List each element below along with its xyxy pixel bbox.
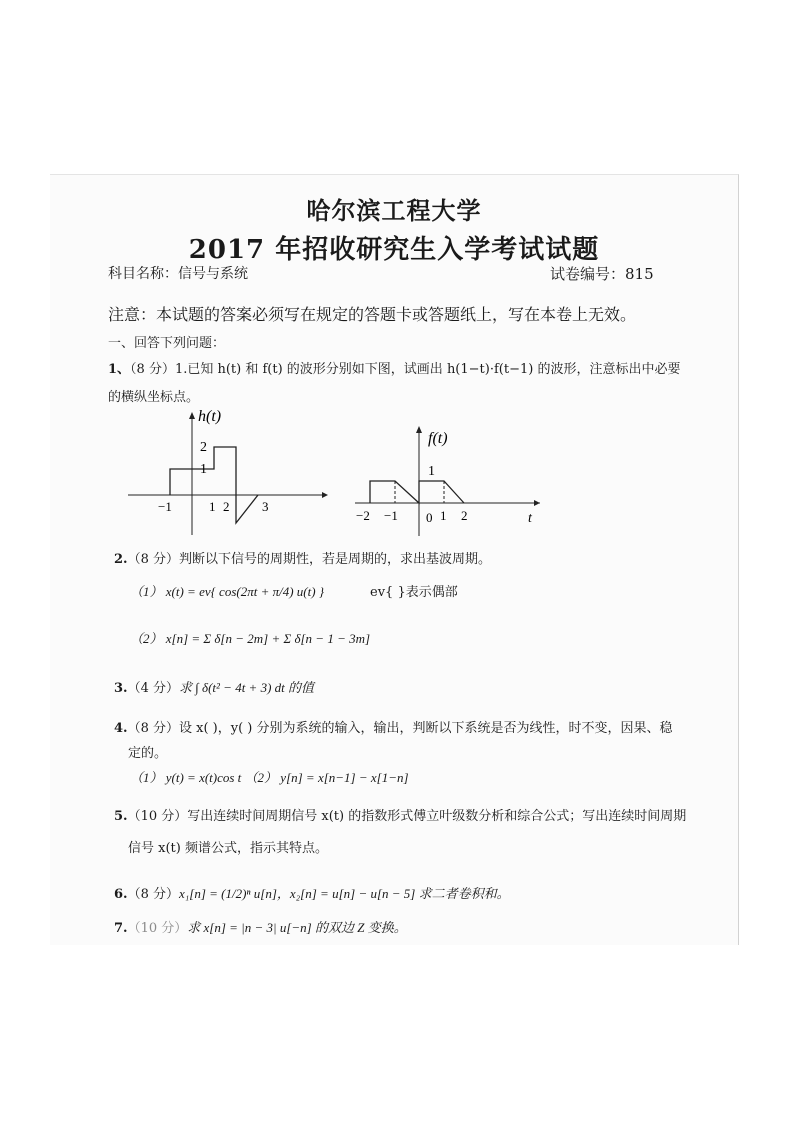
question-1-line1 [108, 358, 680, 377]
svg-text:1: 1 [440, 508, 447, 523]
q6-text: x₁[n] = (1/2)ⁿ u[n]，x₂[n] = u[n] − u[n − 5] 求二者卷积和。 [178, 886, 510, 901]
notice: 注意：本试题的答案必须写在规定的答题卡或答题纸上，写在本卷上无效。 [108, 305, 637, 324]
svg-text:1: 1 [209, 499, 216, 514]
q1-number: 1、 [108, 362, 131, 377]
svg-text:−1: −1 [158, 499, 172, 514]
q2-sub1-formula: （1） x(t) = ev{ cos(2πt + π/4) u(t) } [130, 584, 325, 599]
q7-points: （10 分） [127, 921, 188, 936]
svg-text:3: 3 [262, 499, 269, 514]
exam-page [50, 174, 739, 945]
svg-text:0: 0 [426, 510, 433, 525]
q2-sub2-formula: （2） x[n] = Σ δ[n − 2m] + Σ δ[n − 1 − 3m] [130, 631, 371, 646]
q4-sub-formulas: （1） y(t) = x(t)cos t （2） y[n] = x[n−1] − x[1−n] [130, 770, 409, 785]
f-t-waveform-chart [350, 423, 550, 538]
svg-text:−2: −2 [356, 508, 370, 523]
question-5-line1 [114, 805, 686, 824]
svg-text:1: 1 [428, 464, 435, 479]
q1-text: 1.已知 h(t) 和 f(t) 的波形分别如下图，试画出 h(1−t)·f(t−1) 的波形，注意标出中必要 [174, 362, 681, 377]
question-4-line1 [114, 717, 672, 736]
h-t-waveform-chart [120, 407, 330, 537]
svg-text:2: 2 [223, 499, 230, 514]
question-4-line2: 定的。 [128, 746, 168, 761]
svg-text:h(t): h(t) [198, 408, 222, 425]
q7-number: 7. [114, 921, 128, 936]
q6-number: 6. [114, 887, 128, 902]
section-title: 一、回答下列问题： [108, 336, 226, 351]
question-5-line2: 信号 x(t) 频谱公式，指示其特点。 [128, 841, 328, 856]
svg-text:t: t [528, 511, 532, 526]
svg-text:2: 2 [200, 440, 207, 455]
q4-points: （8 分） [127, 721, 179, 736]
q3-text: 求 ∫ δ(t² − 4t + 3) dt 的值 [178, 680, 315, 695]
question-3 [114, 677, 314, 696]
question-2 [114, 548, 491, 567]
svg-text:1: 1 [200, 462, 207, 477]
q6-points: （8 分） [127, 887, 179, 902]
q5-text: 写出连续时间周期信号 x(t) 的指数形式傅立叶级数分析和综合公式；写出连续时间周期 [187, 809, 687, 824]
q7-text: 求 x[n] = |n − 3| u[−n] 的双边 Z 变换。 [187, 920, 407, 935]
q5-points: （10 分） [127, 809, 188, 824]
q4-number: 4. [114, 721, 128, 736]
svg-text:−1: −1 [384, 508, 398, 523]
q3-points: （4 分） [127, 681, 179, 696]
q2-text: 判断以下信号的周期性，若是周期的，求出基波周期。 [178, 552, 491, 567]
exam-title: 2017 年招收研究生入学考试试题 [188, 235, 600, 265]
svg-text:f(t): f(t) [428, 430, 448, 447]
q5-number: 5. [114, 809, 128, 824]
question-7 [114, 917, 407, 936]
q3-number: 3. [114, 681, 128, 696]
q2-points: （8 分） [127, 552, 179, 567]
q1-points: （8 分） [130, 362, 175, 377]
q2-number: 2. [114, 552, 128, 567]
university-title: 哈尔滨工程大学 [306, 196, 482, 225]
question-6 [114, 883, 510, 902]
svg-text:2: 2 [461, 508, 468, 523]
q4-text: 设 x( )，y( ) 分别为系统的输入，输出，判断以下系统是否为线性，时不变，因果、稳 [178, 721, 673, 736]
q2-sub1-note: ev{ }表示偶部 [370, 585, 458, 600]
question-1-line2: 的横纵坐标点。 [108, 390, 200, 405]
paper-code-label: 试卷编号：815 [550, 265, 654, 283]
subject-label: 科目名称：信号与系统 [108, 266, 248, 282]
